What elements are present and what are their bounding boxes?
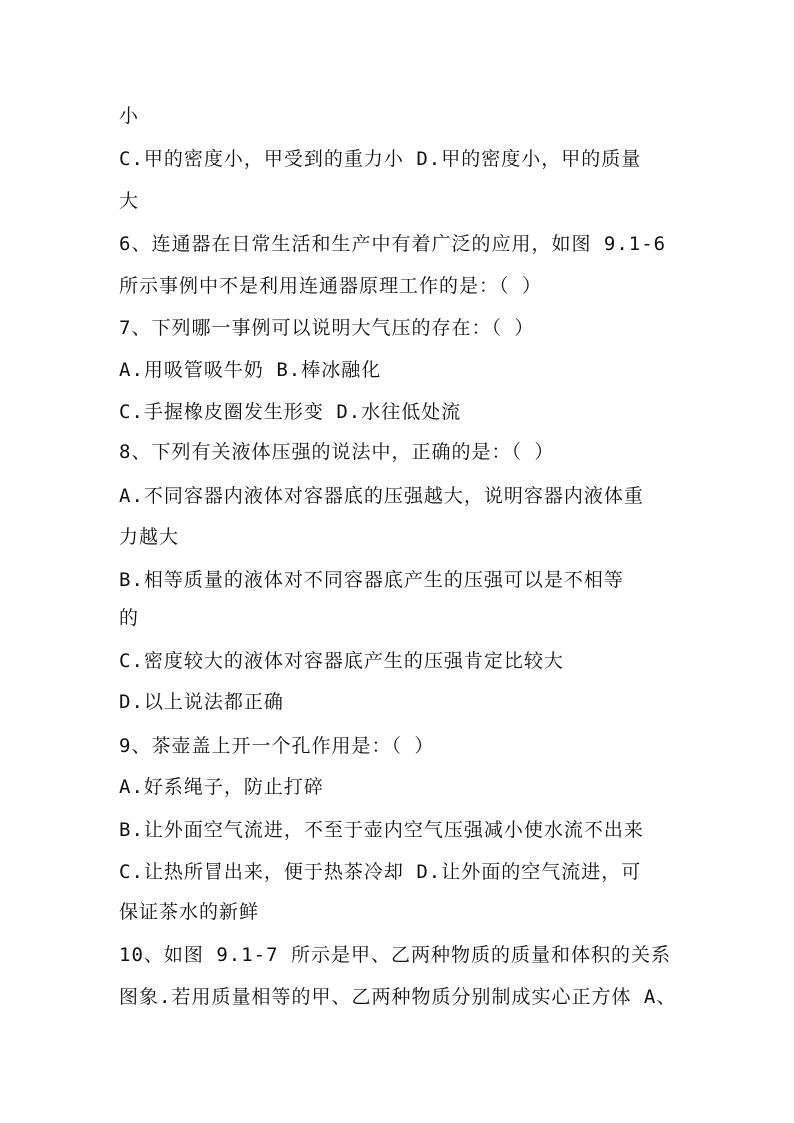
text-line: D.以上说法都正确 xyxy=(119,691,284,713)
text-line: 大 xyxy=(119,190,140,212)
text-line: A.用吸管吸牛奶 B.棒冰融化 xyxy=(119,359,382,381)
text-line: C.密度较大的液体对容器底产生的压强肯定比较大 xyxy=(119,650,564,672)
text-line: 力越大 xyxy=(119,526,180,548)
text-line: 7、下列哪一事例可以说明大气压的存在：（ ） xyxy=(119,317,535,339)
text-line: A.不同容器内液体对容器底的压强越大，说明容器内液体重 xyxy=(119,485,644,507)
text-line: 的 xyxy=(119,607,140,629)
text-line: C.手握橡皮圈发生形变 D.水往低处流 xyxy=(119,401,462,423)
text-line: 小 xyxy=(119,105,140,127)
text-line: A.好系绳子，防止打碎 xyxy=(119,776,324,798)
text-line: 所示事例中不是利用连通器原理工作的是：（ ） xyxy=(119,275,542,297)
text-line: B.相等质量的液体对不同容器底产生的压强可以是不相等 xyxy=(119,569,624,591)
text-line: C.让热所冒出来，便于热茶冷却 D.让外面的空气流进，可 xyxy=(119,861,642,883)
text-line: 6、连通器在日常生活和生产中有着广泛的应用，如图 9.1-6 xyxy=(119,233,667,255)
text-line: 图象.若用质量相等的甲、乙两种物质分别制成实心正方体 A、 xyxy=(119,986,677,1008)
text-line: 保证茶水的新鲜 xyxy=(119,901,260,923)
text-line: 8、下列有关液体压强的说法中，正确的是：（ ） xyxy=(119,441,555,463)
text-line: 9、茶壶盖上开一个孔作用是：（ ） xyxy=(119,735,435,757)
text-line: 10、如图 9.1-7 所示是甲、乙两种物质的质量和体积的关系 xyxy=(119,944,671,966)
text-line: C.甲的密度小，甲受到的重力小 D.甲的密度小，甲的质量 xyxy=(119,148,642,170)
text-line: B.让外面空气流进，不至于壶内空气压强减小使水流不出来 xyxy=(119,819,644,841)
